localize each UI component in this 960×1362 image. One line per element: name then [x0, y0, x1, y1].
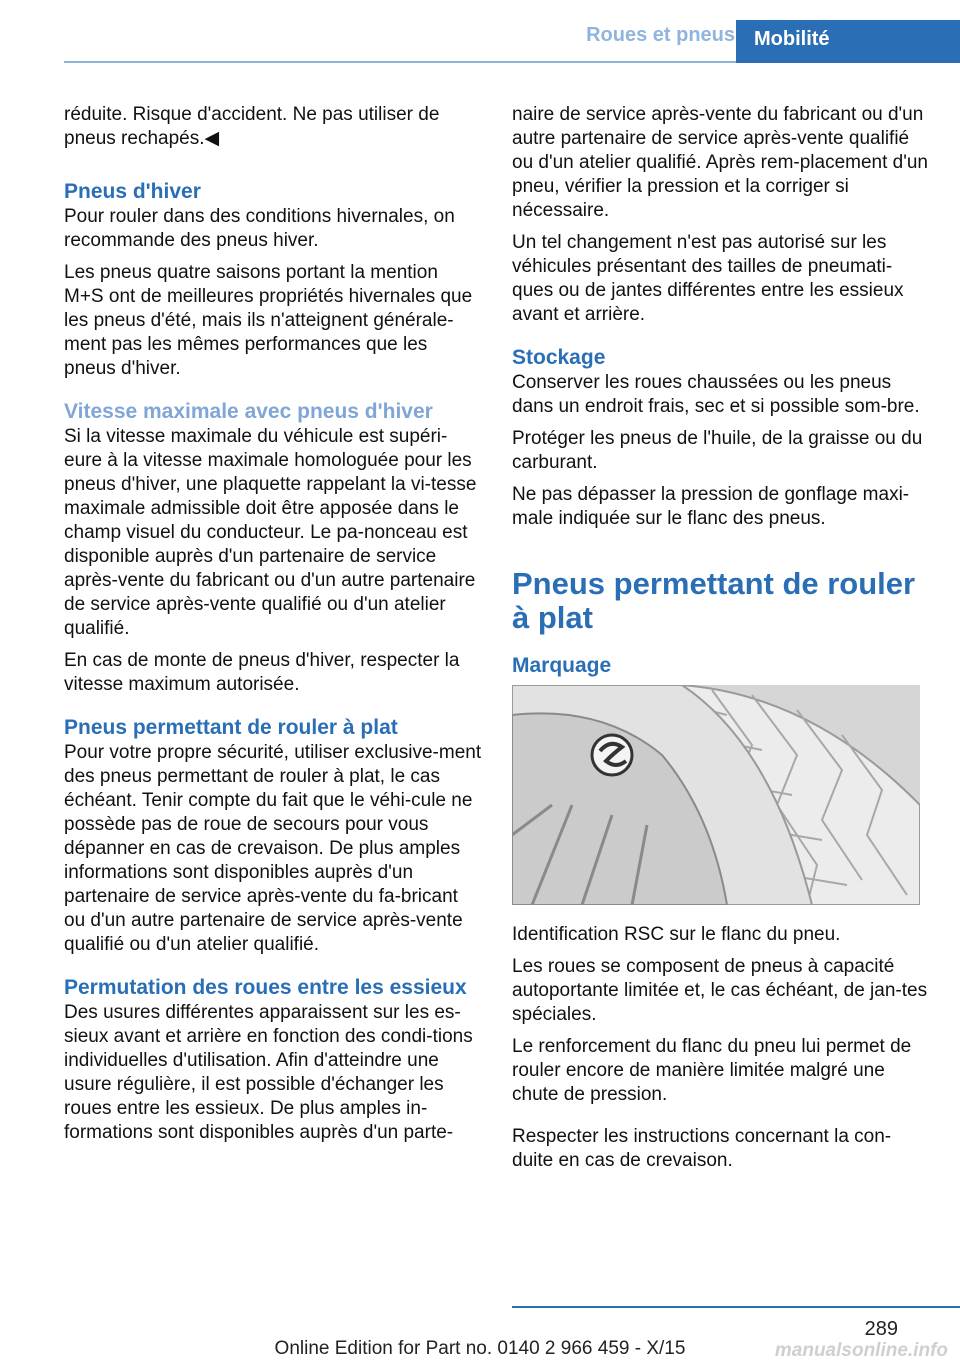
header-chapter-tab: Mobilité: [736, 20, 960, 63]
left-column: [64, 103, 482, 1153]
heading-storage: Stockage: [512, 346, 606, 369]
paragraph: Respecter les instructions concernant la con-duite en cas de crevaison.: [512, 1126, 892, 1171]
paragraph: Un tel changement n'est pas autorisé sur les véhicules présentant des tailles de pneumati-ques ou de jantes différentes entre les essieux avant et arrière.: [512, 232, 904, 325]
heading-max-speed: Vitesse maximale avec pneus d'hiver: [64, 400, 433, 423]
paragraph: Conserver les roues chaussées ou les pneus dans un endroit frais, sec et si possible som-bre.: [512, 372, 920, 417]
paragraph: Protéger les pneus de l'huile, de la graisse ou du carburant.: [512, 428, 923, 473]
edition-note: Online Edition for Part no. 0140 2 966 459 - X/15: [274, 1338, 686, 1359]
paragraph: Les roues se composent de pneus à capacité autoportante limitée et, le cas échéant, de jan-tes spéciales.: [512, 956, 928, 1025]
paragraph: réduite. Risque d'accident. Ne pas utiliser de pneus rechapés.◀: [64, 104, 440, 149]
paragraph: En cas de monte de pneus d'hiver, respecter la vitesse maximum autorisée.: [64, 650, 460, 695]
right-column: [512, 103, 930, 1181]
heading-marking: Marquage: [512, 654, 612, 677]
footer-rule: [512, 1306, 960, 1308]
paragraph: Si la vitesse maximale du véhicule est supéri-eure à la vitesse maximale homologuée pour les pneus d'hiver, une plaquette rappelant la vi-tesse maximale admissible doit être apposée dans le champ visuel du conducteur. Le pa-nonceau est disponible auprès d'un partenaire de service après-vente du fabricant ou d'un autre partenaire de service après-vente qualifié ou d'un atelier qualifié.: [64, 426, 477, 639]
heading-run-flat: Pneus permettant de rouler à plat: [64, 716, 398, 739]
page-number: 289: [864, 1318, 898, 1340]
paragraph: Les pneus quatre saisons portant la mention M+S ont de meilleures propriétés hivernales que les pneus d'été, mais ils n'atteignent générale-ment pas les mêmes performances que les pneus d'hiver.: [64, 262, 473, 379]
paragraph: Pour votre propre sécurité, utiliser exclusive-ment des pneus permettant de rouler à plat, le cas échéant. Tenir compte du fait que le véhi-cule ne possède pas de roue de secours pour vous dépanner en cas de crevaison. De plus amples informations sont disponibles auprès d'un partenaire de service après-vente du fa-bricant ou d'un autre partenaire de service après-vente qualifié ou d'un atelier qualifié.: [64, 742, 482, 955]
rsc-tire-illustration: [512, 685, 920, 905]
heading-winter-tires: Pneus d'hiver: [64, 180, 201, 203]
heading-wheel-rotation: Permutation des roues entre les essieux: [64, 976, 467, 999]
section-title-run-flat: Pneus permettant de rouler à plat: [512, 566, 916, 635]
paragraph: Des usures différentes apparaissent sur les es-sieux avant et arrière en fonction des condi-tions individuelles d'utilisation. Afin d'atteindre une usure régulière, il est possible d'échanger les roues entre les essieux. De plus amples in-formations sont disponibles auprès d'un parte-: [64, 1002, 473, 1143]
paragraph: Pour rouler dans des conditions hivernales, on recommande des pneus hiver.: [64, 206, 455, 251]
watermark: manualsonline.info: [774, 1340, 948, 1361]
header-section-title: Roues et pneus: [586, 24, 735, 46]
paragraph: naire de service après-vente du fabricant ou d'un autre partenaire de service après-vente qualifié ou d'un atelier qualifié. Après rem-placement d'un pneu, vérifier la pression et la corriger si nécessaire.: [512, 104, 928, 221]
paragraph: Le renforcement du flanc du pneu lui permet de rouler encore de manière limitée malgré une chute de pression.: [512, 1036, 912, 1105]
rsc-logo: [592, 735, 632, 775]
figure-caption: Identification RSC sur le flanc du pneu.: [512, 924, 841, 945]
paragraph: Ne pas dépasser la pression de gonflage maxi-male indiquée sur le flanc des pneus.: [512, 484, 910, 529]
